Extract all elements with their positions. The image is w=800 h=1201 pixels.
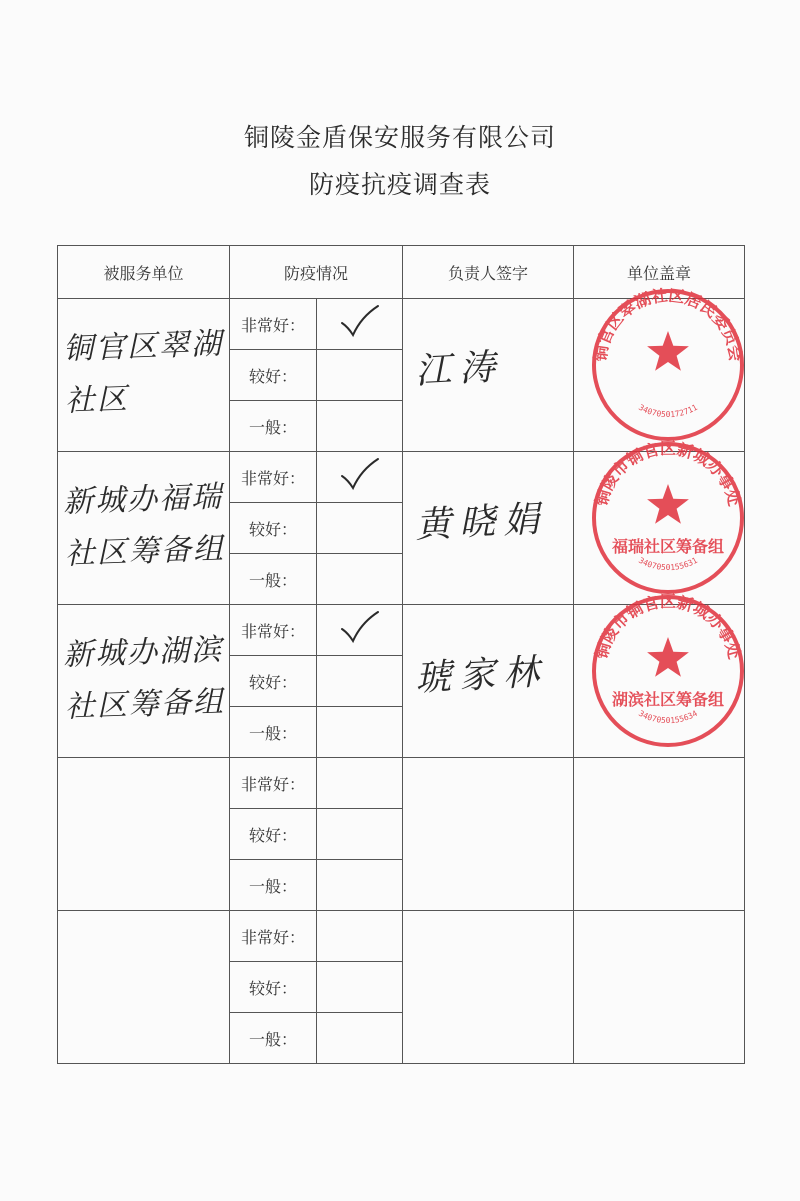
status-check-cell[interactable] <box>317 860 403 911</box>
table-row <box>58 758 745 809</box>
table-row <box>58 452 745 503</box>
seal-cell <box>574 758 745 911</box>
header-served-unit: 被服务单位 <box>58 246 230 299</box>
status-check-cell[interactable] <box>317 809 403 860</box>
seal-code-text: 3407050155634 <box>637 708 699 726</box>
signature-handwriting: 琥家林 <box>414 651 549 700</box>
status-check-cell[interactable] <box>317 656 403 707</box>
status-level-label: 一般： <box>230 401 317 452</box>
status-check-cell[interactable] <box>317 605 403 656</box>
seal-code-text: 3407050155631 <box>637 555 699 573</box>
status-check-cell[interactable] <box>317 1013 403 1064</box>
signature-handwriting: 江涛 <box>414 346 505 393</box>
status-level-label: 较好： <box>230 962 317 1013</box>
seal-cell <box>574 911 745 1064</box>
status-check-cell[interactable] <box>317 707 403 758</box>
status-check-cell[interactable] <box>317 962 403 1013</box>
check-mark-icon <box>339 303 381 339</box>
signature-cell[interactable] <box>403 605 574 758</box>
official-seal-stamp <box>588 285 748 445</box>
status-check-cell[interactable] <box>317 452 403 503</box>
status-check-cell[interactable] <box>317 554 403 605</box>
header-epidemic-status: 防疫情况 <box>230 246 403 299</box>
status-level-label: 非常好： <box>230 452 317 503</box>
table-row <box>58 605 745 656</box>
status-check-cell[interactable] <box>317 503 403 554</box>
company-title: 铜陵金盾保安服务有限公司 <box>243 123 556 152</box>
status-level-label: 较好： <box>230 350 317 401</box>
seal-bottom-text: 湖滨社区筹备组 <box>612 690 725 709</box>
signature-handwriting: 黄晓娟 <box>414 498 549 547</box>
check-mark-icon <box>339 609 381 645</box>
seal-cell <box>574 439 745 605</box>
seal-code-text: 3407050172711 <box>637 402 699 420</box>
status-level-label: 较好： <box>230 503 317 554</box>
status-level-label: 一般： <box>230 860 317 911</box>
seal-bottom-text: 福瑞社区筹备组 <box>612 537 725 556</box>
signature-cell[interactable] <box>403 299 574 452</box>
status-level-label: 一般： <box>230 1013 317 1064</box>
served-unit-handwriting: 新城办福瑞社区筹备组 <box>62 479 226 572</box>
seal-arc-text: 铜陵市铜官区新城办事处 <box>591 439 745 509</box>
served-unit-cell <box>58 299 230 452</box>
table-row <box>58 911 745 962</box>
served-unit-handwriting: 新城办湖滨社区筹备组 <box>62 632 226 725</box>
status-level-label: 非常好： <box>230 605 317 656</box>
seal-cell <box>574 285 746 452</box>
svg-text:3407050172711 <box>637 403 699 420</box>
status-check-cell[interactable] <box>317 401 403 452</box>
svg-text:3407050155631 <box>637 556 699 573</box>
served-unit-cell <box>58 911 230 1064</box>
served-unit-cell <box>58 452 230 605</box>
status-check-cell[interactable] <box>317 911 403 962</box>
status-level-label: 非常好： <box>230 299 317 350</box>
seal-arc-text: 铜官区翠湖社区居民委员会 <box>590 285 746 363</box>
header-signature: 负责人签字 <box>403 246 574 299</box>
status-level-label: 一般： <box>230 707 317 758</box>
star-icon <box>647 484 689 524</box>
seal-cell <box>574 592 745 758</box>
seal-arc-text: 铜陵市铜官区新城办事处 <box>591 592 745 662</box>
status-level-label: 非常好： <box>230 911 317 962</box>
served-unit-handwriting: 铜官区翠湖社区 <box>62 326 224 419</box>
status-check-cell[interactable] <box>317 299 403 350</box>
status-check-cell[interactable] <box>317 758 403 809</box>
signature-cell[interactable] <box>403 452 574 605</box>
header-seal: 单位盖章 <box>574 246 745 299</box>
official-seal-stamp <box>588 591 748 751</box>
survey-table <box>57 245 745 1064</box>
status-level-label: 非常好： <box>230 758 317 809</box>
table-row <box>58 299 745 350</box>
signature-cell[interactable] <box>403 911 574 1064</box>
svg-text:3407050155634 <box>637 709 699 726</box>
official-seal-stamp <box>588 438 748 598</box>
star-icon <box>647 331 689 371</box>
served-unit-cell <box>58 758 230 911</box>
form-title: 防疫抗疫调查表 <box>308 170 491 199</box>
status-level-label: 较好： <box>230 809 317 860</box>
check-mark-icon <box>339 456 381 492</box>
status-level-label: 一般： <box>230 554 317 605</box>
status-level-label: 较好： <box>230 656 317 707</box>
served-unit-cell <box>58 605 230 758</box>
signature-cell[interactable] <box>403 758 574 911</box>
status-check-cell[interactable] <box>317 350 403 401</box>
star-icon <box>647 637 689 677</box>
